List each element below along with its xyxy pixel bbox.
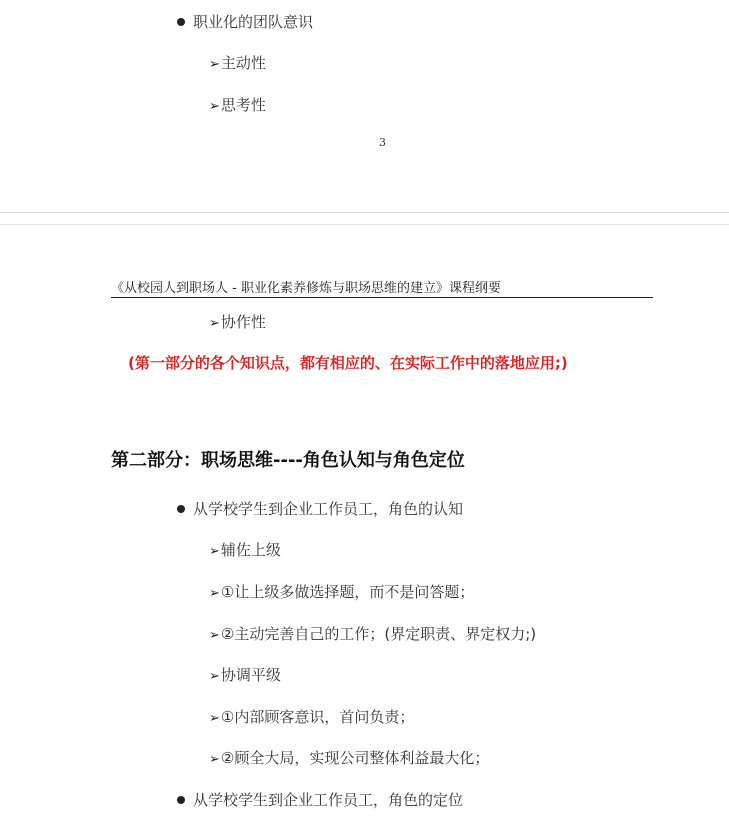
sub-item-text: 主动性: [220, 54, 266, 72]
arrow-bullet-icon: ➢: [209, 99, 220, 114]
arrow-bullet-icon: ➢: [209, 544, 220, 559]
header-underline: [111, 297, 653, 298]
red-note: (第一部分的各个知识点，都有相应的、在实际工作中的落地应用;): [128, 354, 568, 372]
arrow-bullet-icon: ➢: [209, 669, 220, 684]
bullet-item-team-awareness: [177, 12, 313, 32]
sub-item-choice-questions: [209, 582, 474, 604]
sub-item-text: 协作性: [220, 313, 266, 331]
sub-item-text: 辅佐上级: [220, 541, 281, 559]
sub-item-text: ②主动完善自己的工作；(界定职责、界定权力;): [220, 625, 537, 643]
bullet-item-role-cognition: [177, 499, 463, 519]
sub-item-cooperation: [209, 312, 266, 334]
sub-item-internal-customer: [209, 707, 414, 729]
sub-item-text: ①内部顾客意识，首问负责；: [220, 708, 415, 726]
arrow-bullet-icon: ➢: [209, 628, 220, 643]
section-heading: 第二部分：职场思维----角色认知与角色定位: [111, 450, 465, 471]
sub-item-assist-superior: [209, 540, 281, 562]
page-number: 3: [379, 136, 386, 149]
page-break-divider-lower: [0, 224, 729, 225]
sub-item-text: 协调平级: [220, 666, 281, 684]
bullet-icon: [177, 796, 185, 804]
bullet-item-role-positioning: [177, 790, 463, 810]
sub-item-overall-interest: [209, 748, 489, 770]
bullet-text: 职业化的团队意识: [193, 13, 314, 31]
sub-item-text: 思考性: [220, 96, 266, 114]
sub-item-text: ②顾全大局，实现公司整体利益最大化；: [220, 749, 490, 767]
sub-item-initiative: [209, 53, 266, 75]
arrow-bullet-icon: ➢: [209, 586, 220, 601]
bullet-text: 从学校学生到企业工作员工，角色的认知: [193, 500, 464, 518]
bullet-text: 从学校学生到企业工作员工，角色的定位: [193, 791, 464, 809]
bullet-icon: [177, 18, 185, 26]
sub-item-thinking: [209, 95, 266, 117]
page-break-divider: [0, 212, 729, 213]
arrow-bullet-icon: ➢: [209, 711, 220, 726]
arrow-bullet-icon: ➢: [209, 752, 220, 767]
arrow-bullet-icon: ➢: [209, 316, 220, 331]
page-header-title: 《从校园人到职场人 - 职业化素养修炼与职场思维的建立》课程纲要: [111, 281, 501, 296]
bullet-icon: [177, 505, 185, 513]
sub-item-coordinate-peers: [209, 665, 281, 687]
sub-item-text: ①让上级多做选择题，而不是问答题；: [220, 583, 475, 601]
sub-item-improve-work: [209, 624, 536, 646]
arrow-bullet-icon: ➢: [209, 57, 220, 72]
